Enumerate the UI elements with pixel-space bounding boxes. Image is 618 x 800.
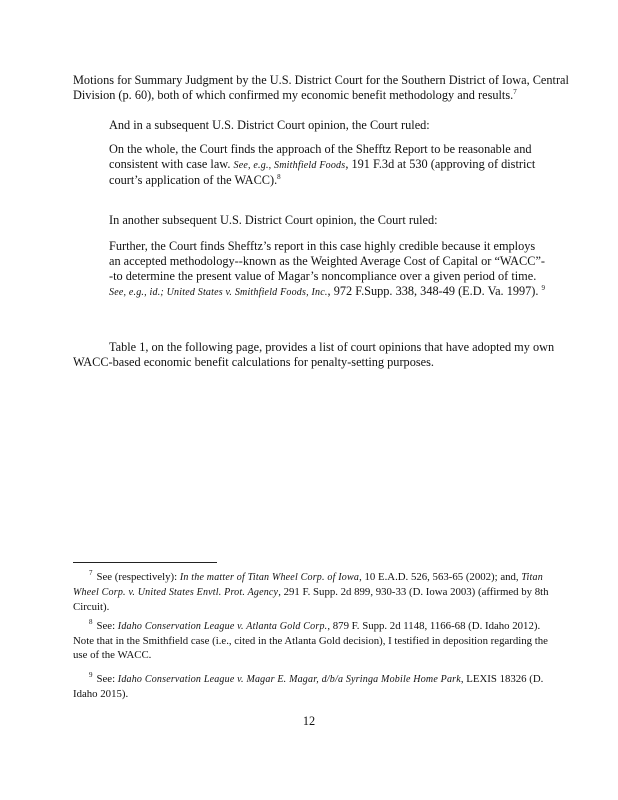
footnote-ref-7[interactable]: 7 — [513, 87, 517, 96]
intro-line-1: Motions for Summary Judgment by the U.S. District Court for the Southern District of Iowa, Central — [73, 73, 569, 87]
footnote-8-number: 8 — [89, 618, 93, 627]
para2-lead: In another subsequent U.S. District Court opinion, the Court ruled: — [109, 213, 438, 227]
block-quote-1 — [109, 142, 549, 188]
footnote-ref-8[interactable]: 8 — [277, 172, 281, 181]
footnote-9-case: Idaho Conservation League v. Magar E. Magar, d/b/a Syringa Mobile Home Park — [117, 674, 461, 685]
footnote-ref-9[interactable]: 9 — [541, 283, 546, 292]
intro-line-2-text: Division (p. 60), both of which confirmed my economic benefit methodology and results. — [73, 88, 514, 102]
footnote-9 — [73, 672, 553, 701]
footnote-7-text-b: , 10 E.A.D. 526, 563-65 (2002); and, — [359, 571, 519, 583]
quote-2-citation: See, e.g., id.; United States v. Smithfield Foods, Inc. — [109, 287, 328, 298]
footnote-separator — [73, 562, 217, 563]
footnote-8-case: Idaho Conservation League v. Atlanta Gold Corp. — [117, 621, 328, 632]
page-number: 12 — [302, 714, 316, 728]
footnote-7-text-c: , 291 F. Supp. 2d 899, 930-33 (D. Iowa 2003) (affirmed by 8th Circuit). — [73, 586, 549, 613]
footnote-7-case-2: Titan Wheel Corp. v. United States Envtl. Prot. Agency — [73, 572, 543, 598]
quote-1-citation: See, e.g., Smithfield Foods — [233, 160, 346, 171]
para1-lead: And in a subsequent U.S. District Court opinion, the Court ruled: — [109, 118, 430, 132]
footnote-9-number: 9 — [89, 671, 93, 680]
block-quote-2 — [109, 239, 549, 300]
footnote-9-text-b: , LEXIS 18326 (D. Idaho 2015). — [73, 673, 544, 700]
footnote-7-number: 7 — [89, 569, 93, 578]
quote-2-citation-rest: , 972 F.Supp. 338, 348-49 (E.D. Va. 1997). — [327, 284, 539, 298]
footnote-7-text-a: See (respectively): — [96, 571, 180, 583]
footnote-8-text-b: , 879 F. Supp. 2d 1148, 1166-68 (D. Idaho 2012). Note that in the Smithfield case (i.e., cited in the Atlanta Gold decision), I testified in deposition regarding the use of the WACC. — [73, 620, 548, 661]
footnote-8 — [73, 619, 553, 662]
intro-line-2 — [73, 88, 517, 103]
table-para-line-2: WACC-based economic benefit calculations for penalty-setting purposes. — [73, 355, 434, 369]
table-para-line-1: Table 1, on the following page, provides a list of court opinions that have adopted my own — [109, 340, 555, 354]
quote-1-citation-rest: , 191 F.3d at 530 (approving of district court’s application of the WACC). — [109, 157, 536, 187]
footnote-7 — [73, 570, 553, 614]
footnote-8-text-a: See: — [96, 620, 118, 632]
footnote-9-text-a: See: — [96, 673, 118, 685]
quote-1-text: On the whole, the Court finds the approach of the Shefftz Report to be reasonable and consistent with case law. — [109, 142, 532, 171]
footnote-7-case-1: In the matter of Titan Wheel Corp. of Iowa — [179, 572, 360, 583]
quote-2-text: Further, the Court finds Shefftz’s report in this case highly credible because it employs an accepted methodology--known as the Weighted Average Cost of Capital or “WACC”--to determine the present value of Magar’s noncompliance over a given period of time. — [109, 239, 545, 283]
